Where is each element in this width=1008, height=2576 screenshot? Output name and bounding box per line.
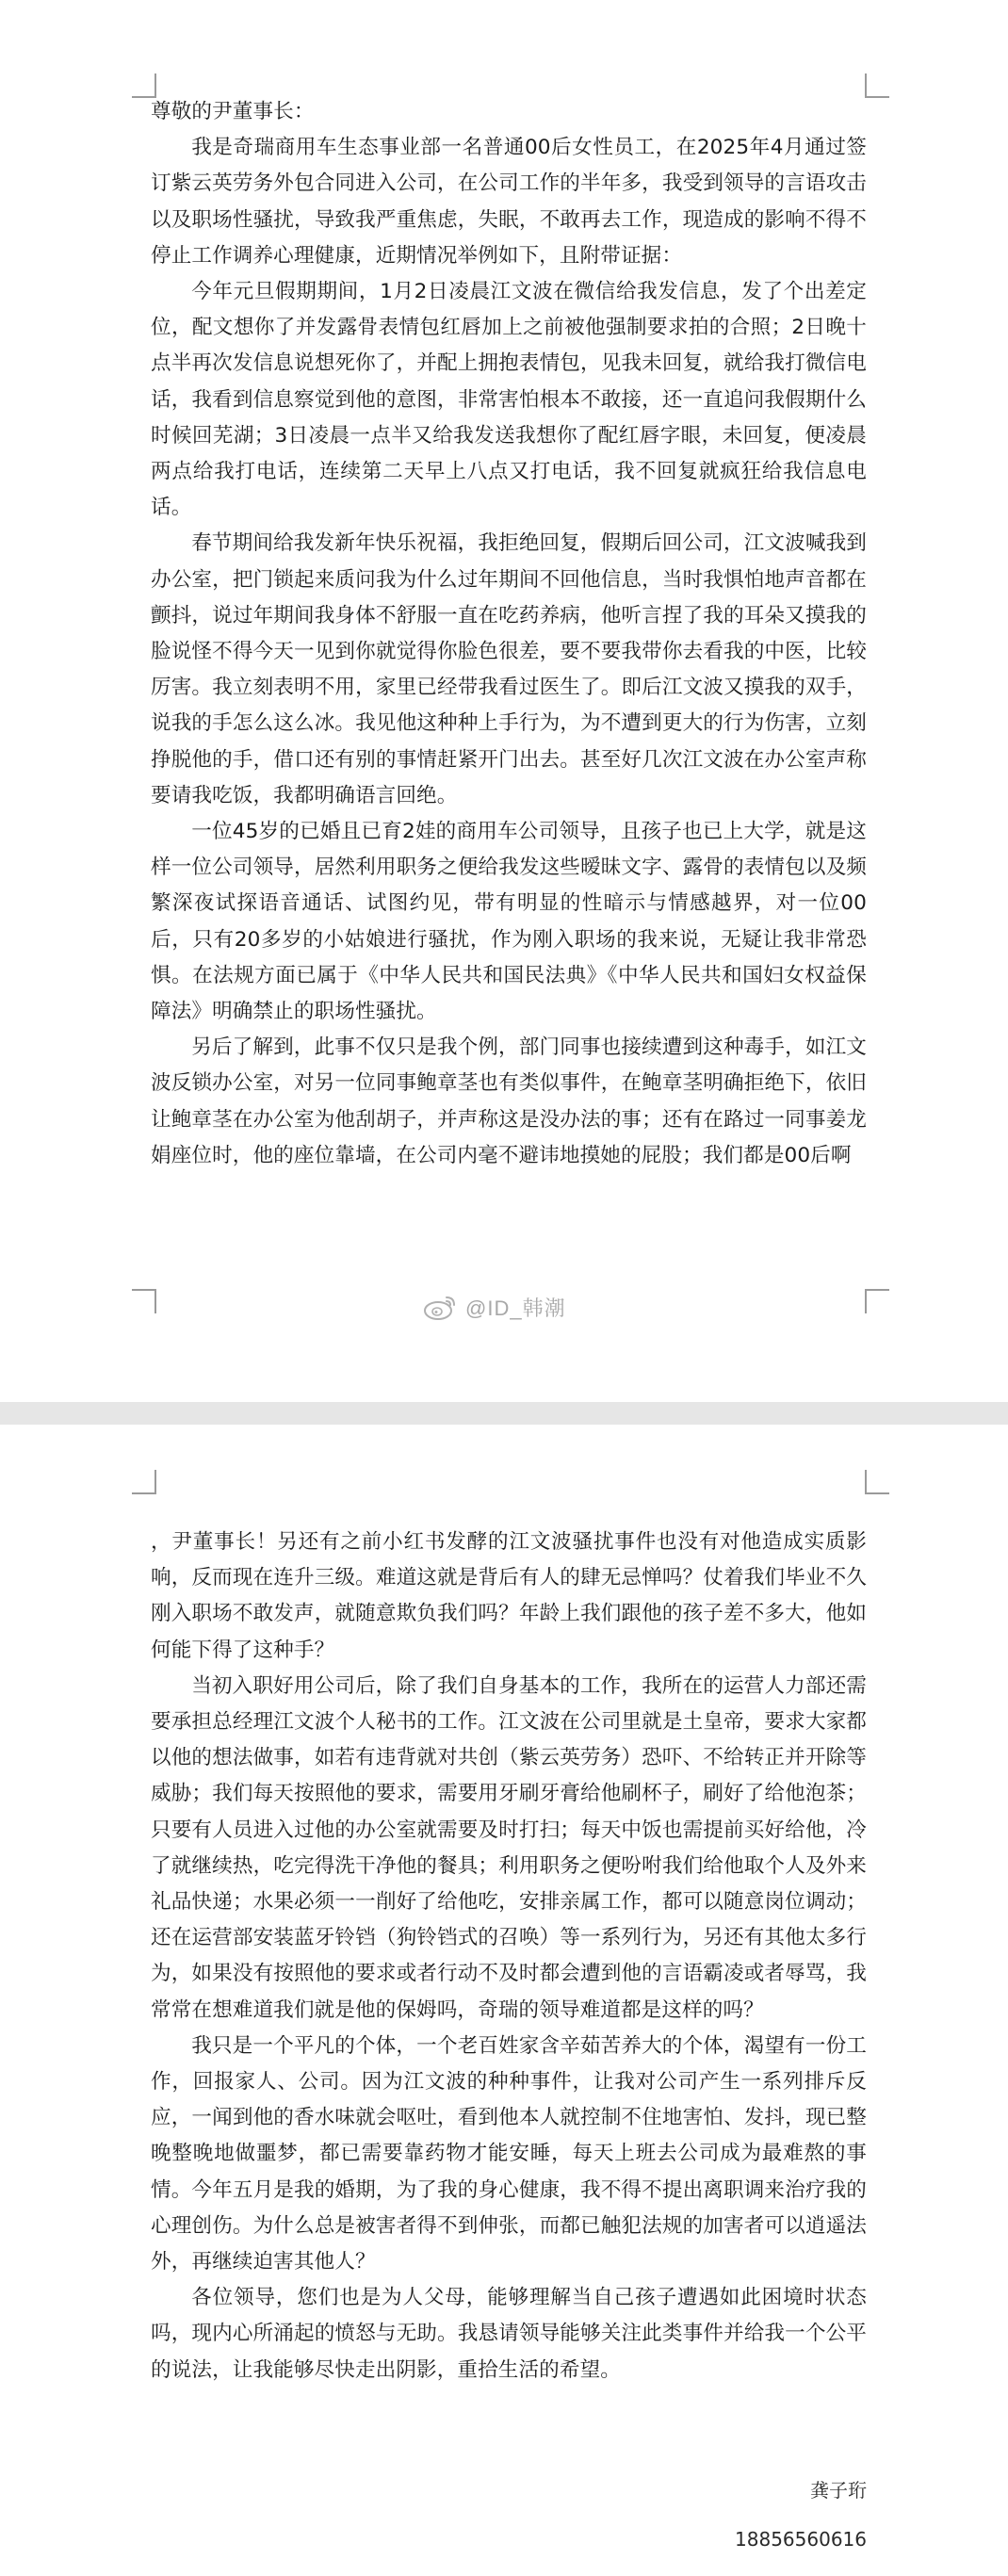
- letter-body-page-1: [151, 94, 867, 1174]
- paragraph-new-year-incident: 今年元旦假期期间，1月2日凌晨江文波在微信给我发信息，发了个出差定位，配文想你了并发露骨表情包红唇加上之前被他强制要求拍的合照；2日晚十点半再次发信息说想死你了，并配上拥抱表情包，见我未回复，就给我打微信电话，我看到信息察觉到他的意图，非常害怕根本不敢接，还一直追问我假期什么时候回芜湖；3日凌晨一点半又给我发送我想你了配红唇字眼，未回复，便凌晨两点给我打电话，连续第二天早上八点又打电话，我不回复就疯狂给我信息电话。: [151, 280, 867, 520]
- signature-phone: 18856560616: [735, 2528, 867, 2551]
- signature-name: 龚子珩: [810, 2479, 867, 2502]
- page-separator: [0, 1402, 1008, 1425]
- weibo-logo-icon: [422, 1293, 458, 1321]
- paragraph-secretary-duties: 当初入职好用公司后，除了我们自身基本的工作，我所在的运营人力部还需要承担总经理江文波个人秘书的工作。江文波在公司里就是土皇帝，要求大家都以他的想法做事，如若有违背就对共创（紫云英劳务）恐吓、不给转正并开除等威胁；我们每天按照他的要求，需要用牙刷牙膏给他刷杯子，刷好了给他泡茶；只要有人员进入过他的办公室就需要及时打扫；每天中饭也需提前买好给他，冷了就继续热，吃完得洗干净他的餐具；利用职务之便吩咐我们给他取个人及外来礼品快递；水果必须一一削好了给他吃，安排亲属工作，都可以随意岗位调动；还在运营部安装蓝牙铃铛（狗铃铛式的召唤）等一系列行为，另还有其他太多行为，如果没有按照他的要求或者行动不及时都会遭到他的言语霸凌或者辱骂，我常常在想难道我们就是他的保姆吗，奇瑞的领导难道都是这样的吗？: [151, 1673, 867, 2022]
- paragraph-other-victims: 另后了解到，此事不仅只是我个例，部门同事也接续遭到这种毒手，如江文波反锁办公室，对另一位同事鲍章茎也有类似事件，在鲍章茎明确拒绝下，依旧让鲍章茎在办公室为他刮胡子，并声称这是没办法的事；还有在路过一同事姜龙娟座位时，他的座位靠墙，在公司内毫不避讳地摸她的屁股；我们都是00后啊: [151, 1035, 867, 1167]
- paragraph-spring-festival-incident: 春节期间给我发新年快乐祝福，我拒绝回复，假期后回公司，江文波喊我到办公室，把门锁起来质问我为什么过年期间不回他信息，当时我惧怕地声音都在颤抖，说过年期间我身体不舒服一直在吃药养病，他听言捏了我的耳朵又摸我的脸说怪不得今天一见到你就觉得你脸色很差，要不要我带你去看我的中医，比较厉害。我立刻表明不用，家里已经带我看过医生了。即后江文波又摸我的双手，说我的手怎么这么冰。我见他这种种上手行为，为不遭到更大的行为伤害，立刻挣脱他的手，借口还有别的事情赶紧开门出去。甚至好几次江文波在办公室声称要请我吃饭，我都明确语言回绝。: [151, 531, 867, 807]
- document-page-2: [0, 1425, 1008, 2576]
- crop-mark-bottom-left: [132, 1289, 156, 1313]
- paragraph-personal-impact: 我只是一个平凡的个体，一个老百姓家含辛茹苦养大的个体，渴望有一份工作，回报家人、公司。因为江文波的种种事件，让我对公司产生一系列排斥反应，一闻到他的香水味就会呕吐，看到他本人就控制不住地害怕、发抖，现已整晚整晚地做噩梦，都已需要靠药物才能安睡，每天上班去公司成为最难熬的事情。今年五月是我的婚期，为了我的身心健康，我不得不提出离职调来治疗我的心理创伤。为什么总是被害者得不到伸张，而都已触犯法规的加害者可以逍遥法外，再继续迫害其他人？: [151, 2033, 867, 2274]
- weibo-watermark: [422, 1291, 566, 1323]
- crop-mark-top-right: [865, 1470, 889, 1494]
- paragraph-introduction: 我是奇瑞商用车生态事业部一名普通00后女性员工，在2025年4月通过签订紫云英劳务外包合同进入公司，在公司工作的半年多，我受到领导的言语攻击以及职场性骚扰，导致我严重焦虑，失眠，不敢再去工作，现造成的影响不得不停止工作调养心理健康，近期情况举例如下，且附带证据：: [151, 136, 867, 268]
- crop-mark-top-left: [132, 1470, 156, 1494]
- crop-mark-bottom-right: [865, 1289, 889, 1313]
- watermark-handle: @ID_韩潮: [465, 1296, 566, 1320]
- paragraph-legal-statement: 一位45岁的已婚且已育2娃的商用车公司领导，且孩子也已上大学，就是这样一位公司领导，居然利用职务之便给我发这些暧昧文字、露骨的表情包以及频繁深夜试探语音通话、试图约见，带有明显的性暗示与情感越界，对一位00后，只有20多岁的小姑娘进行骚扰，作为刚入职场的我来说，无疑让我非常恐惧。在法规方面已属于《中华人民共和国民法典》《中华人民共和国妇女权益保障法》明确禁止的职场性骚扰。: [151, 820, 867, 1024]
- letter-body-page-2: [151, 1524, 867, 2389]
- salutation: 尊敬的尹董事长：: [151, 100, 315, 123]
- paragraph-appeal: 各位领导，您们也是为人父母，能够理解当自己孩子遭遇如此困境时状态吗，现内心所涌起的愤怒与无助。我恳请领导能够关注此类事件并给我一个公平的说法，让我能够尽快走出阴影，重拾生活的希望。: [151, 2286, 867, 2382]
- paragraph-continuation: ，尹董事长！另还有之前小红书发酵的江文波骚扰事件也没有对他造成实质影响，反而现在连升三级。难道这就是背后有人的肆无忌惮吗？仗着我们毕业不久刚入职场不敢发声，就随意欺负我们吗？年龄上我们跟他的孩子差不多大，他如何能下得了这种手？: [151, 1530, 867, 1662]
- crop-mark-top-right: [865, 73, 889, 98]
